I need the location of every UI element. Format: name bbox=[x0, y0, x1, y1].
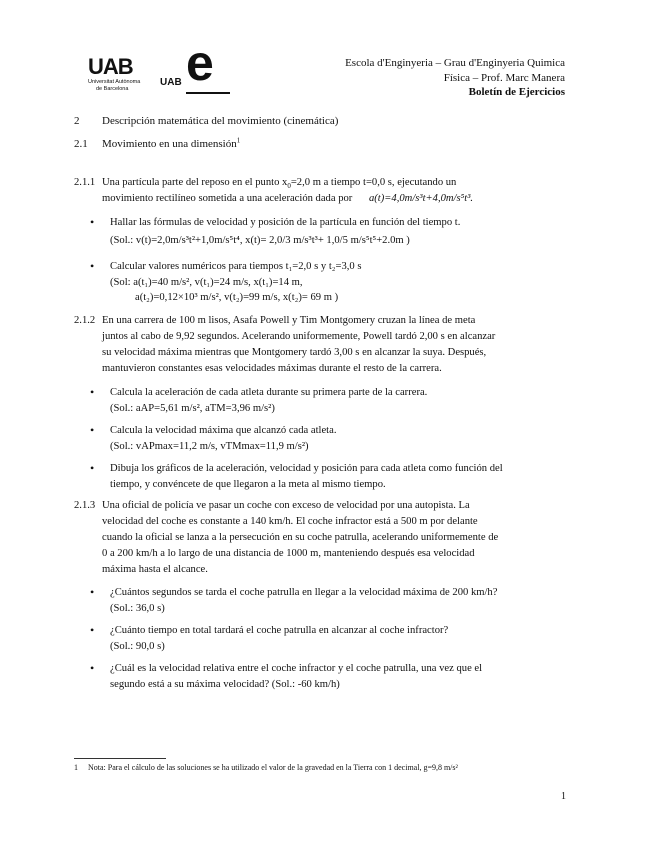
exercise-1-formula: a(t)=4,0m/s³t+4,0m/s⁵t³. bbox=[368, 193, 474, 204]
exercise-2-number: 2.1.2 bbox=[74, 315, 96, 326]
bullet-icon: • bbox=[90, 215, 95, 229]
exercise-3-bullet2-text: ¿Cuánto tiempo en total tardará el coche patrulla en alcanzar al coche infractor? bbox=[110, 625, 449, 636]
exercise-2-bullet3-line1: Dibuja los gráficos de la aceleración, velocidad y posición para cada atleta como función del bbox=[110, 463, 503, 474]
bullet-icon: • bbox=[90, 461, 95, 475]
subsection-title bbox=[102, 136, 241, 150]
exercise-1-bullet2-sol2: a(t₂)=0,12×10³ m/s², v(t₂)=99 m/s, x(t₂)= 69 m ) bbox=[135, 292, 339, 303]
bullet-icon: • bbox=[90, 585, 95, 599]
exercise-2-line3: su velocidad máxima mientras que Montgomery tardó 3,00 s en alcanzar la suya. Después, bbox=[102, 347, 487, 358]
engineering-logo-e: e bbox=[186, 35, 214, 91]
footnote bbox=[74, 764, 458, 772]
exercise-1-bullet1-text: Hallar las fórmulas de velocidad y posición de la partícula en función del tiempo t. bbox=[110, 217, 461, 228]
exercise-2-bullet3-line2: tiempo, y convéncete de que llegaron a la meta al mismo tiempo. bbox=[110, 479, 386, 490]
header-school: Escola d'Enginyeria – Grau d'Enginyeria Quimica bbox=[345, 57, 565, 69]
footnote-ref: 1 bbox=[236, 136, 241, 145]
exercise-1-bullet2-sol1: (Sol: a(t₁)=40 m/s², v(t₁)=24 m/s, x(t₁)=14 m, bbox=[110, 277, 303, 288]
exercise-3-line5: máxima hasta el alcance. bbox=[102, 564, 208, 575]
engineering-school-logo bbox=[160, 35, 240, 96]
exercise-3-line3: cuando la oficial se lanza a la persecución en su coche patrulla, acelerando uniformemente de bbox=[102, 532, 499, 543]
exercise-3-bullet1-solution: (Sol.: 36,0 s) bbox=[110, 603, 165, 614]
section-number: 2 bbox=[74, 115, 80, 127]
bullet-icon: • bbox=[90, 259, 95, 273]
exercise-2-line4: mantuvieron constantes esas velocidades máximas durante el resto de la carrera. bbox=[102, 363, 442, 374]
exercise-1-bullet2-text: Calcular valores numéricos para tiempos t₁=2,0 s y t₂=3,0 s bbox=[110, 261, 362, 272]
uab-logo-sub1: Universitat Autònoma bbox=[88, 79, 141, 85]
exercise-3-bullet3-line1: ¿Cuál es la velocidad relativa entre el coche infractor y el coche patrulla, una vez que el bbox=[110, 663, 483, 674]
uab-logo bbox=[88, 56, 152, 96]
bullet-icon: • bbox=[90, 661, 95, 675]
bullet-icon: • bbox=[90, 623, 95, 637]
footnote-mark: 1 bbox=[74, 763, 78, 772]
exercise-1-number: 2.1.1 bbox=[74, 177, 96, 188]
exercise-2-line2: juntos al cabo de 9,92 segundos. Acelerando uniformemente, Powell tardó 2,00 s en alcanzar bbox=[102, 331, 496, 342]
exercise-3-bullet3-line2: segundo está a su máxima velocidad? (Sol.: -60 km/h) bbox=[110, 679, 340, 690]
footnote-divider bbox=[74, 758, 166, 759]
exercise-3-line1: Una oficial de policía ve pasar un coche con exceso de velocidad por una autopista. La bbox=[102, 500, 470, 511]
uab-logo-text: UAB bbox=[88, 54, 133, 79]
section-title: Descripción matemática del movimiento (cinemática) bbox=[102, 115, 339, 127]
exercise-2-line1: En una carrera de 100 m lisos, Asafa Powell y Tim Montgomery cruzan la línea de meta bbox=[102, 315, 476, 326]
exercise-2-bullet1-text: Calcula la aceleración de cada atleta durante su primera parte de la carrera. bbox=[110, 387, 428, 398]
exercise-2-bullet2-text: Calcula la velocidad máxima que alcanzó cada atleta. bbox=[110, 425, 337, 436]
engineering-logo-rule bbox=[186, 92, 230, 94]
exercise-1-line2 bbox=[102, 194, 473, 205]
exercise-1-text-a: Una partícula parte del reposo en el punto x bbox=[102, 177, 288, 188]
bullet-icon: • bbox=[90, 423, 95, 437]
uab-logo-sub2: de Barcelona bbox=[96, 85, 129, 92]
page-number: 1 bbox=[561, 791, 566, 802]
subsection-number: 2.1 bbox=[74, 138, 88, 150]
exercise-3-bullet1-text: ¿Cuántos segundos se tarda el coche patrulla en llegar a la velocidad máxima de 200 km/h? bbox=[110, 587, 498, 598]
exercise-3-line2: velocidad del coche es constante a 140 km/h. El coche infractor está a 500 m por delante bbox=[102, 516, 478, 527]
exercise-1-text-b: =2,0 m a tiempo t=0,0 s, ejecutando un bbox=[290, 177, 457, 188]
exercise-1-bullet1-solution: (Sol.: v(t)=2,0m/s³t²+1,0m/s⁵t⁴, x(t)= 2,0/3 m/s³t³+ 1,0/5 m/s⁵t⁵+2.0m ) bbox=[110, 235, 410, 246]
exercise-1-text-c: movimiento rectilíneo sometida a una aceleración dada por bbox=[102, 193, 353, 204]
subsection-title-text: Movimiento en una dimensión bbox=[102, 138, 237, 150]
bullet-icon: • bbox=[90, 385, 95, 399]
exercise-1-line1: Una partícula parte del reposo en el punto $x_0=2,0$ m a tiempo t=0,0 s, ejecutando un bbox=[102, 177, 457, 191]
exercise-3-bullet2-solution: (Sol.: 90,0 s) bbox=[110, 641, 165, 652]
engineering-logo-sub: UAB bbox=[160, 77, 182, 88]
exercise-2-bullet1-solution: (Sol.: aAP=5,61 m/s², aTM=3,96 m/s²) bbox=[110, 403, 275, 414]
exercise-3-line4: 0 a 200 km/h a lo largo de una distancia de 1000 m, manteniendo después esa velocidad bbox=[102, 548, 475, 559]
exercise-3-number: 2.1.3 bbox=[74, 500, 96, 511]
header-course: Física – Prof. Marc Manera bbox=[443, 72, 565, 84]
exercise-2-bullet2-solution: (Sol.: vAPmax=11,2 m/s, vTMmax=11,9 m/s²) bbox=[110, 441, 309, 452]
footnote-text: Nota: Para el cálculo de las soluciones se ha utilizado el valor de la gravedad en la Tierra con 1 decimal, g=9,8 m/s² bbox=[88, 763, 458, 772]
header-title: Boletín de Ejercicios bbox=[468, 86, 565, 98]
